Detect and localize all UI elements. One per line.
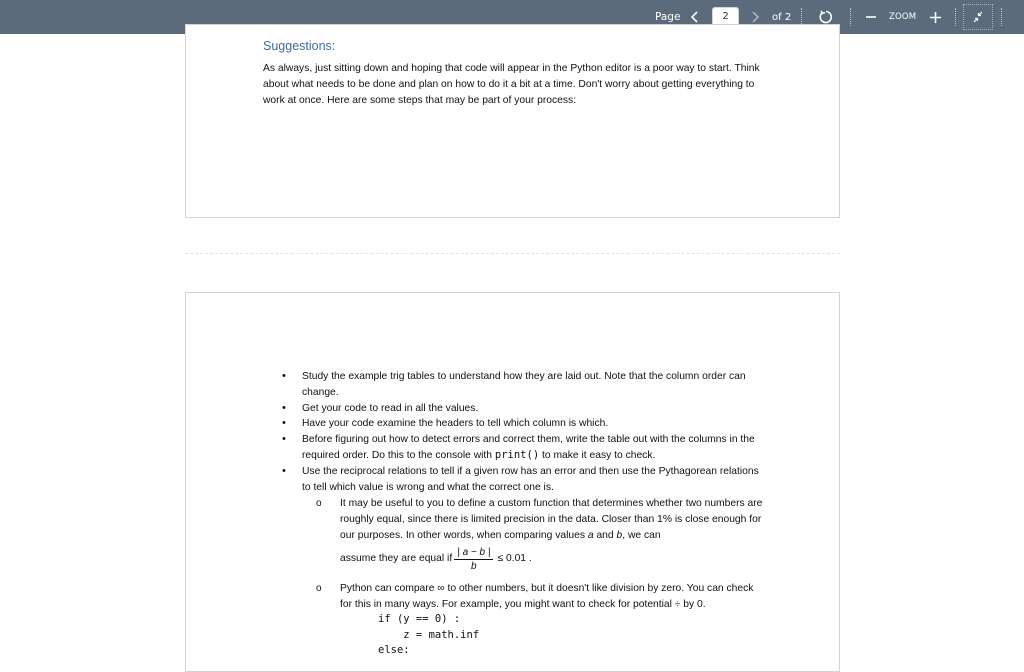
plus-icon (929, 11, 942, 24)
list-item: • Study the example trig tables to understand how they are laid out. Note that the column order can change. (278, 369, 768, 401)
chevron-right-icon (750, 10, 760, 24)
pdf-page-1 (185, 24, 840, 218)
formula-suffix: ≤ 0.01 . (497, 553, 532, 565)
chevron-left-icon (690, 10, 700, 24)
var-b: b (616, 529, 623, 541)
sub-item-text: , we can (622, 529, 661, 541)
inline-code: print() (494, 448, 540, 461)
var-a: a (587, 529, 594, 541)
list-item-text: Use the reciprocal relations to tell if a given row has an error and then use the Pythagorean relations to tell which value is wrong and what the correct one is. (302, 465, 759, 493)
equality-formula (340, 546, 768, 573)
zoom-out-button[interactable] (865, 0, 877, 34)
zoom-label: ZOOM (889, 12, 917, 22)
rotate-icon (818, 9, 834, 25)
sub-list-item (316, 581, 768, 659)
code-line: z = math.inf (378, 628, 480, 641)
steps-list (278, 369, 768, 659)
sub-item-text: Python can compare ∞ to other numbers, but it doesn't like division by zero. You can check for this in many ways. For example, you might want to check for potential ÷ by 0. (340, 582, 754, 610)
sub-list-item (316, 496, 768, 572)
fraction (454, 546, 493, 573)
zoom-in-button[interactable] (929, 0, 942, 34)
page-label: Page (655, 11, 681, 23)
page-number-input[interactable]: 2 (712, 7, 739, 27)
fraction-numerator: | a − b | (454, 546, 493, 560)
code-line: else: (378, 644, 410, 657)
list-item (278, 432, 768, 464)
list-item: • Have your code examine the headers to tell which column is which. (278, 416, 768, 432)
fraction-denominator: b (471, 560, 477, 572)
suggestions-heading: Suggestions: (263, 39, 336, 53)
page-separator (185, 253, 840, 254)
total-pages-label: of 2 (772, 11, 792, 23)
list-item-text: to make it easy to check. (539, 449, 656, 461)
code-line: if (y == 0) : (378, 613, 461, 626)
toolbar-divider (955, 8, 956, 26)
intro-paragraph: As always, just sitting down and hoping that code will appear in the Python editor is a poor way to start. Think about what needs to be done and plan on how to do it a bit at a time. Don't worry about getting everything to work at once. Here are some steps that may be part of your process: (263, 63, 760, 106)
collapse-button[interactable] (963, 4, 993, 30)
toolbar-divider (850, 8, 851, 26)
toolbar-divider (1001, 8, 1002, 26)
formula-prefix: assume they are equal if (340, 553, 453, 565)
sub-item-text: and (593, 529, 617, 541)
list-item: • Get your code to read in all the values. (278, 401, 768, 417)
sub-list (316, 496, 768, 658)
list-item (278, 464, 768, 659)
minus-icon (865, 11, 877, 23)
document-viewer[interactable] (0, 34, 1024, 657)
sub-item-text: It may be useful to you to define a custom function that determines whether two numbers are roughly equal, since there is limited precision in the data. Closer than 1% is close enough for our purposes. In other words, when comparing values (340, 498, 763, 541)
list-item-text: Before figuring out how to detect errors and correct them, write the table out with the columns in the required order. Do this to the console with (302, 434, 755, 461)
pdf-page-2 (185, 292, 840, 672)
collapse-icon (964, 5, 992, 29)
